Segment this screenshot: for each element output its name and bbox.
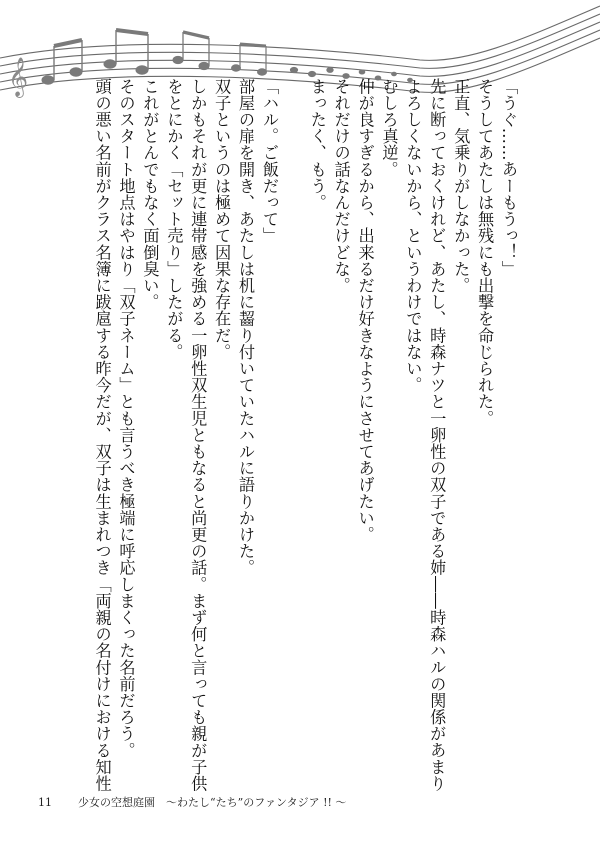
- text-line: 双子というのは極めて因果な存在だ。: [212, 78, 232, 361]
- text-line: むしろ真逆。: [379, 78, 399, 178]
- svg-text:𝄞: 𝄞: [8, 57, 29, 97]
- blank-line: [281, 78, 305, 758]
- text-line: 仲が良すぎるから、出来るだけ好きなようにさせてあげたい。: [355, 78, 375, 543]
- text-line: 正直、気乗りがしなかった。: [451, 78, 471, 294]
- text-line: よろしくないから、というわけではない。: [403, 78, 423, 394]
- text-line: まったく、もう。: [307, 78, 327, 211]
- text-line: そのスタート地点はやはり「双子ネーム」とも言うべき極端に呼応しまくった名前だろう。: [116, 78, 136, 759]
- text-line: そうしてあたしは無残にも出撃を命じられた。: [475, 78, 495, 427]
- text-line: 先に断っておくけれど、あたし、時森ナツと一卵性の双子である姉――時森ハルの関係があまり: [427, 78, 447, 792]
- book-title: 少女の空想庭園 ～わたし“たち”のファンタジア !! ～: [78, 796, 347, 809]
- page-footer: [38, 794, 346, 810]
- text-line: しかもそれが更に連帯感を強める一卵性双生児ともなると尚更の話。まず何と言っても親が子供: [188, 78, 208, 792]
- text-line: 部屋の扉を開き、あたしは机に齧り付いていたハルに語りかけた。: [236, 78, 256, 576]
- text-line: これがとんでもなく面倒臭い。: [140, 78, 160, 311]
- text-line: それだけの話なんだけどな。: [331, 78, 351, 294]
- page-number: 11: [38, 796, 52, 809]
- text-line: 「うぐ……あーもうっ！」: [499, 78, 518, 278]
- text-line: をとにかく「セット売り」したがる。: [164, 78, 184, 361]
- body-text: [42, 78, 520, 792]
- text-line: 「ハル。ご飯だって」: [259, 78, 279, 244]
- text-line: 頭の悪い名前がクラス名簿に跋扈する昨今だが、双子は生まれつき「両親の名付けにおける知性: [92, 78, 112, 792]
